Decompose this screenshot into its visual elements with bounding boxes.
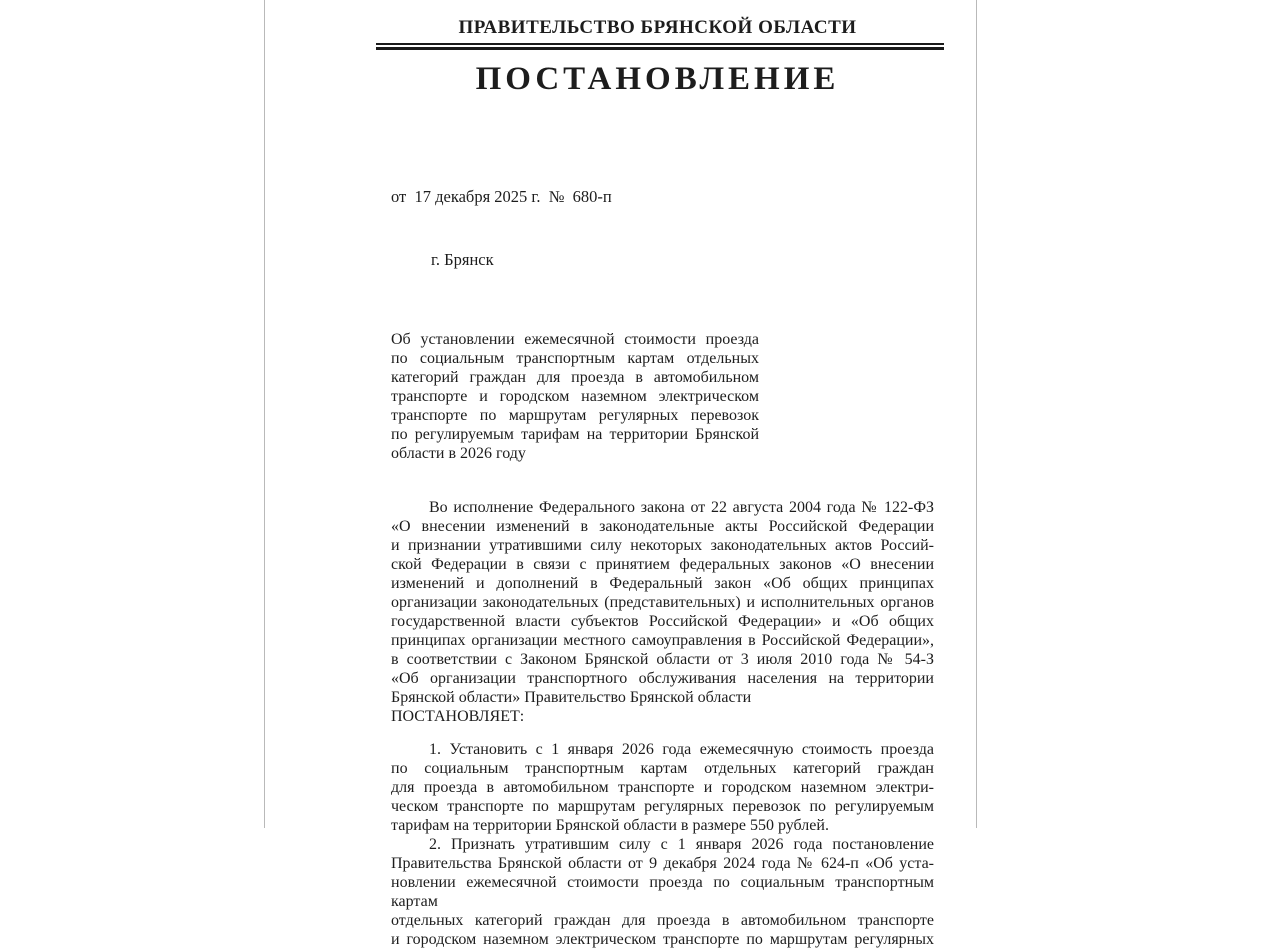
resolve-word: ПОСТАНОВЛЯЕТ: bbox=[391, 708, 525, 725]
text-line: по социальным транспортным картам отдельных категорий граждан bbox=[391, 760, 934, 777]
city-line: г. Брянск bbox=[431, 250, 494, 269]
text-line: области в 2026 году bbox=[391, 445, 526, 462]
text-line: транспорте по маршрутам регулярных перевозок bbox=[391, 407, 759, 424]
item-1-paragraph bbox=[391, 740, 934, 835]
text-line: «Об организации транспортного обслуживания населения на территории bbox=[391, 670, 934, 687]
document-meta bbox=[391, 144, 934, 312]
text-line: ческом транспорте по маршрутам регулярных перевозок по регулируемым bbox=[391, 798, 934, 815]
text-line: принципах организации местного самоуправления в Российской Федерации», bbox=[391, 632, 934, 649]
authority-name: ПРАВИТЕЛЬСТВО БРЯНСКОЙ ОБЛАСТИ bbox=[458, 17, 857, 38]
text-line: для проезда в автомобильном транспорте и городском наземном электри- bbox=[391, 779, 934, 796]
text-line: организации законодательных (представительных) и исполнительных органов bbox=[391, 594, 934, 611]
date-number-line: от 17 декабря 2025 г. № 680-п bbox=[391, 187, 612, 206]
text-line: по социальным транспортным картам отдельных bbox=[391, 350, 759, 367]
text-line: категорий граждан для проезда в автомобильном bbox=[391, 369, 759, 386]
text-line: и признании утратившими силу некоторых законодательных актов Россий- bbox=[391, 537, 934, 554]
text-line: по регулируемым тарифам на территории Брянской bbox=[391, 426, 759, 443]
text-line: Правительства Брянской области от 9 декабря 2024 года № 624-п «Об уста- bbox=[391, 855, 934, 872]
document-content bbox=[391, 16, 934, 949]
text-line: изменений и дополнений в Федеральный закон «Об общих принципах bbox=[391, 575, 934, 592]
text-line: 2. Признать утратившим силу с 1 января 2026 года постановление bbox=[429, 836, 934, 853]
text-line: 1. Установить с 1 января 2026 года ежемесячную стоимость проезда bbox=[429, 741, 934, 758]
document-type-title: ПОСТАНОВЛЕНИЕ bbox=[475, 61, 840, 97]
text-line: в соответствии с Законом Брянской области от 3 июля 2010 года № 54-З bbox=[391, 651, 934, 668]
text-line: транспорте и городском наземном электрическом bbox=[391, 388, 759, 405]
text-line: новлении ежемесячной стоимости проезда по социальным транспортным картам bbox=[391, 874, 934, 910]
subject-paragraph bbox=[391, 330, 759, 463]
text-line: «О внесении изменений в законодательные акты Российской Федерации bbox=[391, 518, 934, 535]
text-line: государственной власти субъектов Российской Федерации» и «Об общих bbox=[391, 613, 934, 630]
item-2-paragraph bbox=[391, 835, 934, 949]
text-line: и городском наземном электрическом транспорте по маршрутам регулярных bbox=[391, 931, 934, 948]
text-line: тарифам на территории Брянской области в размере 550 рублей. bbox=[391, 817, 829, 834]
text-line: Брянской области» Правительство Брянской области bbox=[391, 689, 752, 706]
separator-rule bbox=[376, 43, 944, 50]
document-page bbox=[264, 0, 977, 948]
text-line: ской Федерации в связи с принятием федеральных законов «О внесении bbox=[391, 556, 934, 573]
preamble-paragraph bbox=[391, 498, 934, 707]
text-line: Во исполнение Федерального закона от 22 августа 2004 года № 122-ФЗ bbox=[429, 499, 934, 516]
text-line: отдельных категорий граждан для проезда в автомобильном транспорте bbox=[391, 912, 934, 929]
text-line: Об установлении ежемесячной стоимости проезда bbox=[391, 331, 759, 348]
